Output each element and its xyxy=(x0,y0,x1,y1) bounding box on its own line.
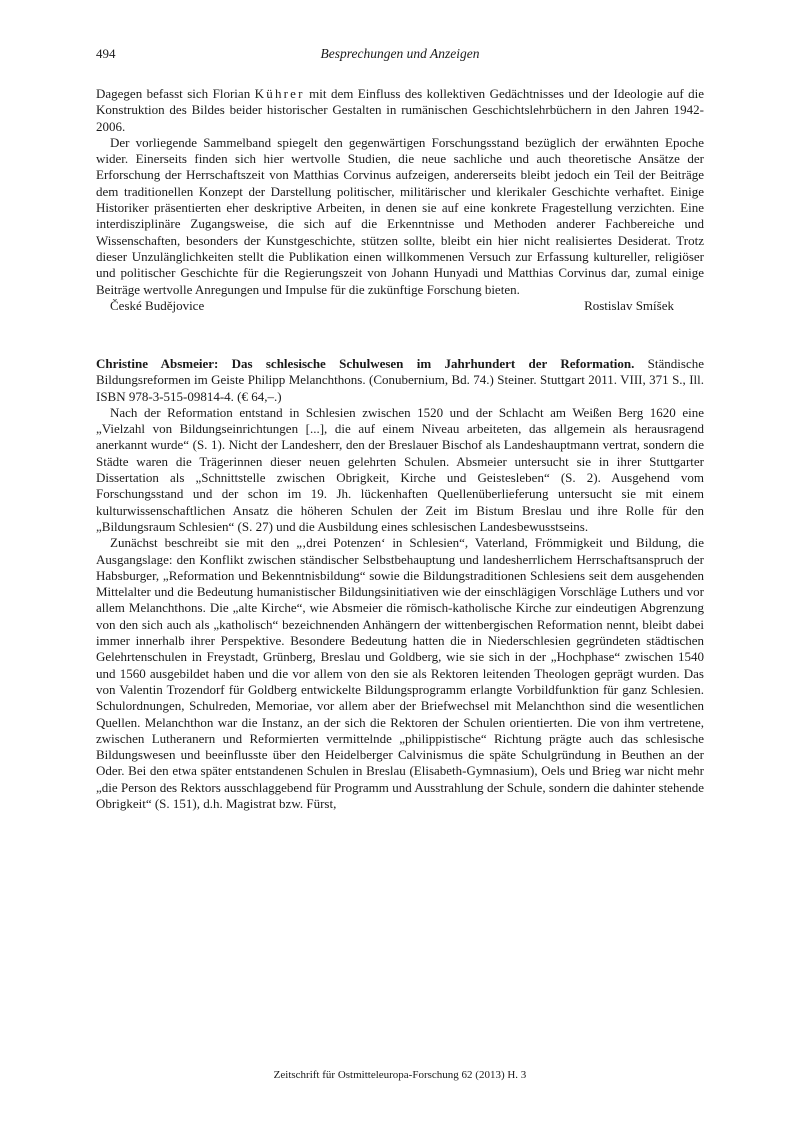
review-paragraph: Der vorliegende Sammelband spiegelt den gegenwärtigen Forschungsstand bezüglich der erwähnten Epoche wider. Einerseits finden sich hier wertvolle Studien, die neue sachliche und auch theoretische Ansätze der Erforschung der Herrschaftszeit von Matthias Corvinus aufzeigen, andererseits bleibt jedoch ein Teil der Beiträge dem traditionellen Konzept der Darstellung politischer, militärischer und klerikaler Geschichte verhaftet. Einige Historiker präsentierten eher deskriptive Arbeiten, in denen sie auf eine konkrete Fragestellung verzichten. Eine interdisziplinäre Zugangsweise, die sich auf die Erkenntnisse und Methoden anderer Fachbereiche und Wissenschaften, besonders der Kunstgeschichte, stützen sollte, bleibt ein hier nicht realisiertes Desiderat. Trotz dieser Unzulänglichkeiten stellt die Publikation einen willkommenen Versuch zur Erfassung kultureller, religiöser und politischer Geschichte für die Regierungszeit von Johann Hunyadi und Matthias Corvinus dar, zumal einige Beiträge wertvolle Anregungen und Impulse für die zukünftige Forschung bieten. xyxy=(96,134,704,297)
book-title: Christine Absmeier: Das schlesische Schulwesen im Jahrhundert der Reformation. xyxy=(96,356,635,371)
paragraph-text: Dagegen befasst sich Florian xyxy=(96,86,255,101)
paragraph-text: mit dem Einfluss des kollektiven Gedächtnisses und der Ideologie auf die Konstruktion des Bildes beider historischer Gestalten in rumänischen Geschichtslehrbüchern in den Jahren 1942-2006. xyxy=(96,86,704,134)
book-bibliographic-details: Ständische Bildungsreformen im Geiste Philipp Melanchthons. (Conubernium, Bd. 74.) Steiner. Stuttgart 2011. VIII, 371 S., Ill. ISBN 978-3-515-09814-4. (€ 64,–.) xyxy=(96,356,704,404)
review-absmeier xyxy=(96,356,704,812)
review-paragraph: Zunächst beschreibt sie mit den „‚drei Potenzen‘ in Schlesien“, Vaterland, Frömmigkeit und Bildung, die Ausgangslage: den Konflikt zwischen ständischer Selbstbehauptung und landesherrlichem Herrschaftsanspruch der Habsburger, „Reformation und Bekenntnisbildung“ sowie die Bildungstraditionen Schlesiens seit dem ausgehenden Mittelalter und die Bedeutung humanistischer Bildungsinitiativen wie der einschlägigen Vorschläge Luthers und vor allem Melanchthons. Die „alte Kirche“, wie Absmeier die römisch-katholische Kirche zur eindeutigen Abgrenzung von den sich auch als „katholisch“ bezeichnenden Anhängern der wittenbergischen Reformation nennt, bleibt dabei immer innerhalb ihrer Perspektive. Besondere Bedeutung hatten die in Niederschlesien gegründeten städtischen Gelehrtenschulen in Freystadt, Grünberg, Breslau und Goldberg, wie sie sich in der „Hochphase“ zwischen 1540 und 1560 ausgebildet haben und die vor allem von den sie als Rektoren leitenden Theologen geprägt wurden. Das von Valentin Trozendorf für Goldberg entwickelte Bildungsprogramm erlangte Vorbildfunktion für ganz Schlesien. Schulordnungen, Schulreden, Memoriae, vor allem aber der Briefwechsel mit Melanchthon sind die wesentlichen Quellen. Melanchthon war die Instanz, an der sich die Rektoren der Schulen orientierten. Die von ihm vertretene, zwischen Lutheranern und Reformierten vermittelnde „philippistische“ Richtung prägte auch das schlesische Bildungswesen und beeinflusste über den Heidelberger Calvinismus die späte Schulgründung in Beuthen an der Oder. Bei den etwa später entstandenen Schulen in Breslau (Elisabeth-Gymnasium), Oels und Brieg war nicht mehr „die Person des Rektors ausschlaggebend für Programm und Ausstrahlung der Schule, sondern die dahinter stehende Obrigkeit“ (S. 151), d.h. Magistrat bzw. Fürst, xyxy=(96,535,704,812)
journal-footer: Zeitschrift für Ostmitteleuropa-Forschung 62 (2013) H. 3 xyxy=(273,1069,527,1081)
review-place: České Budějovice xyxy=(110,297,205,313)
reviewer-name: Rostislav Smíšek xyxy=(584,297,674,313)
review-paragraph: Nach der Reformation entstand in Schlesien zwischen 1520 und der Schlacht am Weißen Berg 1620 eine „Vielzahl von Bildungseinrichtungen [...], die auf einem Niveau arbeiteten, das allgemein als herausragend anerkannt wurde“ (S. 1). Nicht der Landesherr, den der Breslauer Bischof als Landeshauptmann vertrat, sondern die Städte waren die Trägerinnen dieser neuen gelehrten Schulen. Absmeier untersucht sie in ihrer Stuttgarter Dissertation als „Schnittstelle zwischen Obrigkeit, Kirche und Geistesleben“ (S. 2). Ausgehend vom Forschungsstand und der schon im 19. Jh. lückenhaften Quellenüberlieferung untersucht sie mit einem kulturwissenschaftlichen Ansatz die höheren Schulen der Zeit im Bistum Breslau und ihre Rolle für den „Bildungsraum Schlesien“ (S. 27) und die Ausbildung eines schlesischen Landesbewusstseins. xyxy=(96,404,704,534)
author-name: Kührer xyxy=(254,86,305,101)
page-number: 494 xyxy=(96,46,116,61)
review-signature xyxy=(96,298,704,314)
review-previous xyxy=(96,86,704,314)
review-paragraph xyxy=(96,86,704,135)
running-title: Besprechungen und Anzeigen xyxy=(320,46,480,61)
book-citation xyxy=(96,356,704,405)
